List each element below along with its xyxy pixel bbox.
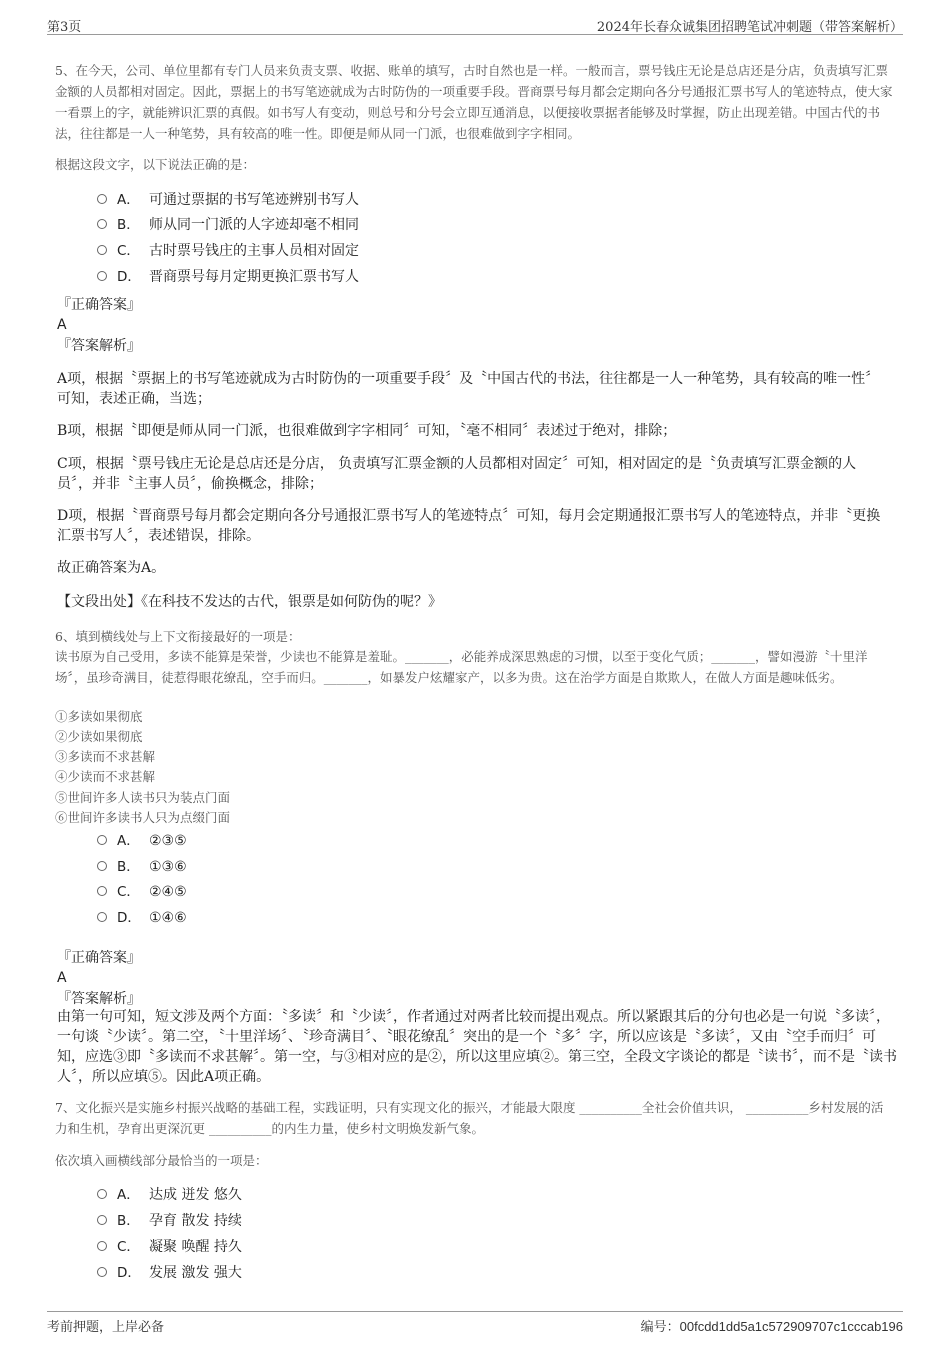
q7-option-c[interactable]: C． 凝聚 唤醒 持久 — [97, 1234, 242, 1260]
q5-answer-label: 『正确答案』 — [57, 297, 141, 313]
document-id — [641, 1316, 903, 1335]
q6-option-a[interactable]: A． ②③⑤ — [97, 828, 187, 854]
q6-item-1: ①多读如果彻底 — [55, 709, 143, 724]
q5-analysis-d: D项，根据〝晋商票号每月都会定期向各分号通报汇票书写人的笔迹特点〞可知，每月会定期通报汇票书写人的笔迹特点，并非〝更换汇票书写人〞，表述错误，排除。 — [57, 508, 881, 544]
q6-option-c[interactable]: C． ②④⑤ — [97, 879, 187, 905]
document-title: 2024年长春众诚集团招聘笔试冲刺题（带答案解析） — [596, 20, 903, 35]
radio-icon[interactable] — [97, 1267, 107, 1277]
radio-icon[interactable] — [97, 1241, 107, 1251]
radio-icon[interactable] — [97, 835, 107, 845]
page-footer — [47, 1311, 903, 1338]
q5-conclusion: 故正确答案为A。 — [57, 560, 166, 576]
radio-icon[interactable] — [97, 1215, 107, 1225]
q5-analysis-label: 『答案解析』 — [57, 338, 141, 354]
q6-item-6: ⑥世间许多读书人只为点缀门面 — [55, 810, 231, 825]
page-header — [47, 14, 903, 35]
q5-option-b[interactable]: B． 师从同一门派的人字迹却毫不相同 — [97, 212, 359, 238]
q7-prompt: 依次填入画横线部分最恰当的一项是： — [55, 1153, 268, 1168]
q5-option-d[interactable]: D． 晋商票号每月定期更换汇票书写人 — [97, 264, 359, 290]
document-id-label: 编号： — [640, 1320, 680, 1335]
q7-stem: 7、文化振兴是实施乡村振兴战略的基础工程，实践证明，只有实现文化的振兴，才能最大限度 __________全社会价值共识， __________乡村发展的活力和生机，孕育出更深沉更 __________的内生力量，使乡村文明焕发新气象。 — [55, 1100, 884, 1136]
radio-icon[interactable] — [97, 271, 107, 281]
q6-item-4: ④少读而不求甚解 — [55, 769, 156, 784]
document-id-value: 00fcdd1dd5a1c572909707c1cccab196 — [679, 1319, 903, 1334]
q5-prompt: 根据这段文字，以下说法正确的是： — [55, 157, 256, 172]
q6-answer: A — [57, 970, 67, 986]
radio-icon[interactable] — [97, 912, 107, 922]
q5-option-c[interactable]: C． 古时票号钱庄的主事人员相对固定 — [97, 238, 359, 264]
q6-item-5: ⑤世间许多人读书只为装点门面 — [55, 790, 231, 805]
q5-stem: 5、在今天，公司、单位里都有专门人员来负责支票、收据、账单的填写，古时自然也是一样。一般而言，票号钱庄无论是总店还是分店，负责填写汇票金额的人员都相对固定。因此，票据上的书写笔迹就成为古时防伪的一项重要手段。晋商票号每月都会定期向各分号通报汇票书写人的笔迹特点，使大家一看票上的字，就能辨识汇票的真假。如书写人有变动，则总号和分号会立即互通消息，以便接收票据者能够及时掌握，防止出现差错。中国古代的书法，往往都是一人一种笔势，具有较高的唯一性。即便是师从同一门派，也很难做到字字相同。 — [55, 63, 893, 141]
q6-passage: 读书原为自己受用，多读不能算是荣誉，少读也不能算是羞耻。_______，必能养成深思熟虑的习惯，以至于变化气质；_______，譬如漫游〝十里洋场〞，虽珍奇满目，徒惹得眼花缭乱，空手而归。_______，如暴发户炫耀家产，以多为贵。这在治学方面是自欺欺人，在做人方面是趣味低劣。 — [55, 649, 868, 685]
q5-source: 【文段出处】《在科技不发达的古代，银票是如何防伪的呢？》 — [57, 594, 442, 610]
q7-option-a[interactable]: A． 达成 迸发 悠久 — [97, 1182, 242, 1208]
radio-icon[interactable] — [97, 245, 107, 255]
q6-option-d[interactable]: D． ①④⑥ — [97, 905, 187, 931]
radio-icon[interactable] — [97, 861, 107, 871]
page-number: 第3页 — [47, 20, 82, 35]
radio-icon[interactable] — [97, 1189, 107, 1199]
q5-answer: A — [57, 317, 67, 333]
radio-icon[interactable] — [97, 194, 107, 204]
q5-analysis-b: B项，根据〝即便是师从同一门派，也很难做到字字相同〞可知，〝毫不相同〞表述过于绝对，排除； — [57, 423, 677, 439]
q6-answer-label: 『正确答案』 — [57, 950, 141, 966]
footer-slogan: 考前押题，上岸必备 — [47, 1320, 165, 1335]
q6-item-2: ②少读如果彻底 — [55, 729, 143, 744]
q6-item-3: ③多读而不求甚解 — [55, 749, 156, 764]
q5-analysis-c: C项，根据〝票号钱庄无论是总店还是分店， 负责填写汇票金额的人员都相对固定〞可知，相对固定的是〝负责填写汇票金额的人员〞，并非〝主事人员〞，偷换概念，排除； — [57, 456, 857, 492]
q6-option-b[interactable]: B． ①③⑥ — [97, 854, 187, 880]
q6-stem: 6、填到横线处与上下文衔接最好的一项是： — [55, 629, 301, 644]
radio-icon[interactable] — [97, 886, 107, 896]
q7-option-b[interactable]: B． 孕育 散发 持续 — [97, 1208, 242, 1234]
q6-analysis: 由第一句可知，短文涉及两个方面：〝多读〞和〝少读〞，作者通过对两者比较而提出观点。所以紧跟其后的分句也必是一句说〝多读〞，一句谈〝少读〞。第二空，〝十里洋场〞、〝珍奇满目〞、〝眼花缭乱〞突出的是一个〝多〞字，所以应该是〝多读〞，又由〝空手而归〞可知，应选③即〝多读而不求甚解〞。第一空，与③相对应的是②，所以这里应填②。第三空，全段文字谈论的都是〝读书〞，而不是〝读书人〞，所以应填⑤。因此A项正确。 — [57, 1009, 897, 1085]
radio-icon[interactable] — [97, 219, 107, 229]
q5-option-a[interactable]: A． 可通过票据的书写笔迹辨别书写人 — [97, 187, 359, 213]
q7-option-d[interactable]: D． 发展 激发 强大 — [97, 1260, 242, 1286]
q6-analysis-label: 『答案解析』 — [57, 991, 141, 1007]
q5-analysis-a: A项，根据〝票据上的书写笔迹就成为古时防伪的一项重要手段〞及〝中国古代的书法，往往都是一人一种笔势，具有较高的唯一性〞可知，表述正确，当选； — [57, 371, 880, 407]
